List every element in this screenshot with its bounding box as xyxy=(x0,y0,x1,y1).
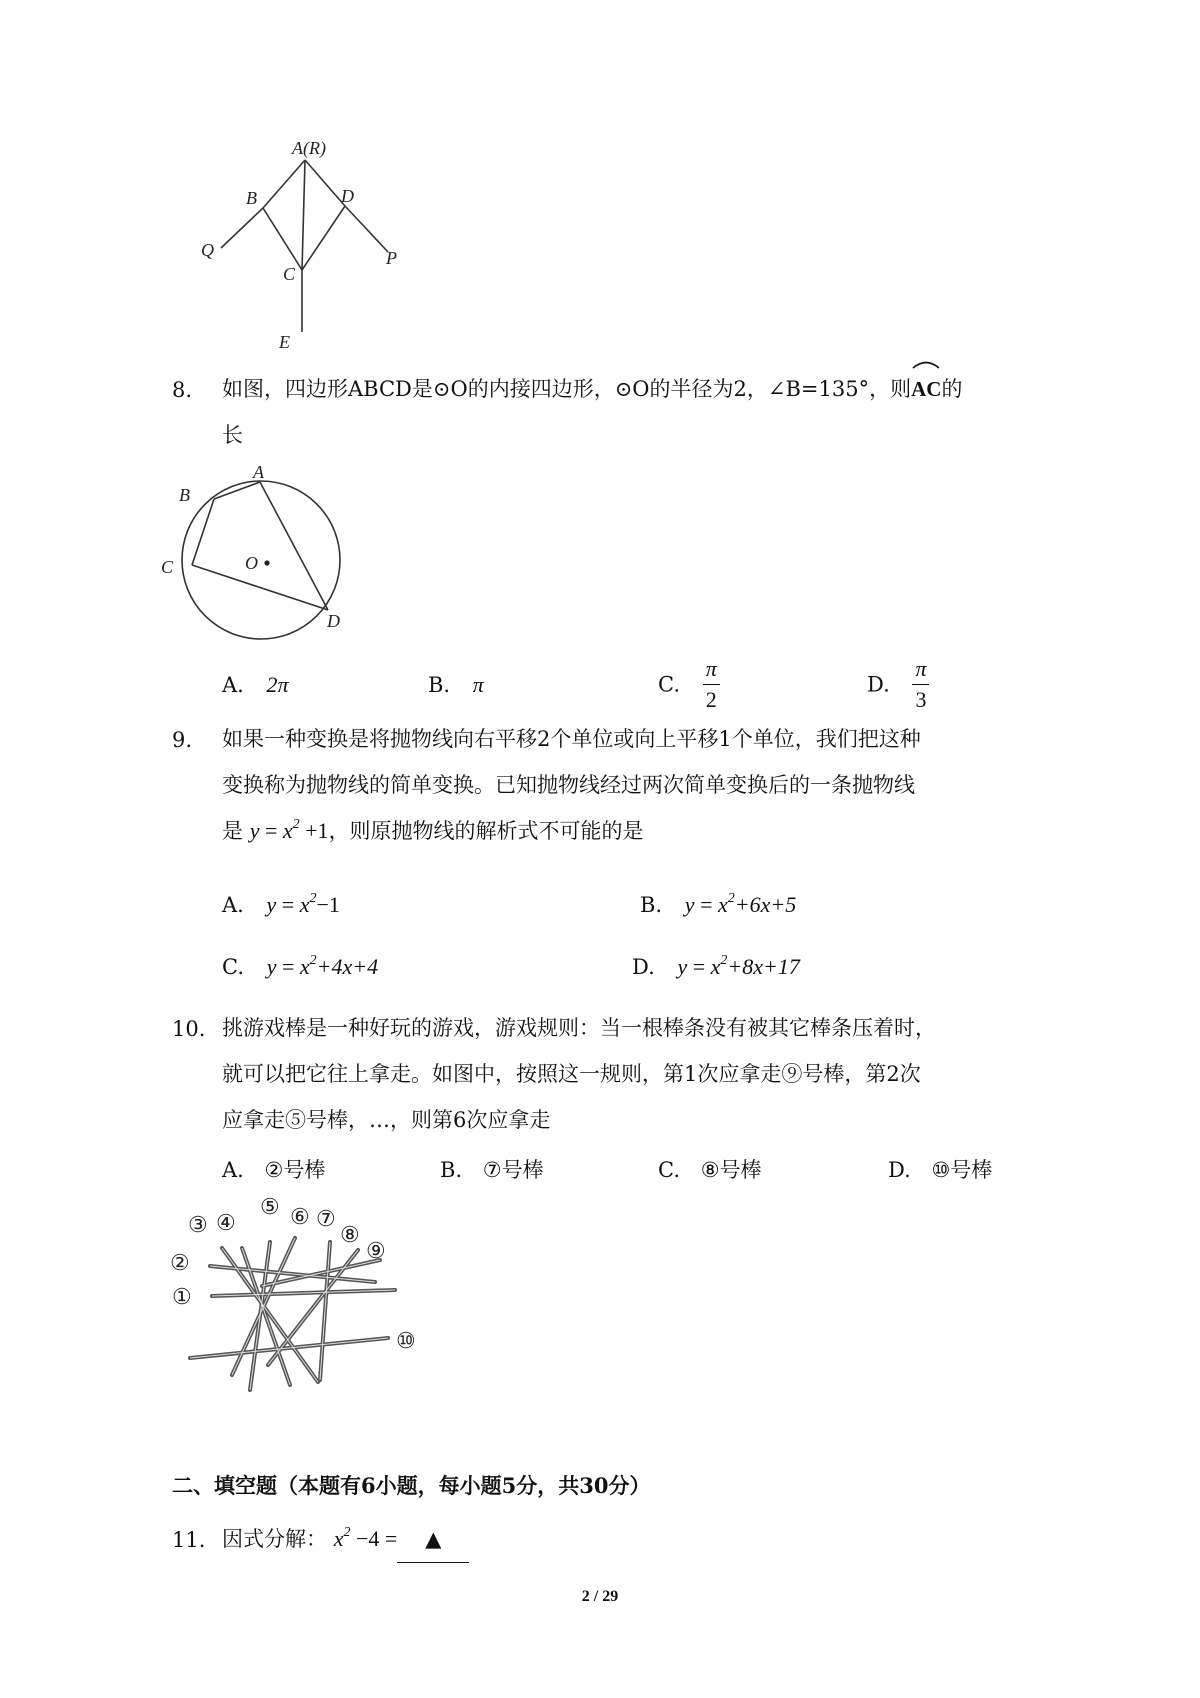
ray-bq xyxy=(221,208,263,248)
q8-option-d[interactable] xyxy=(867,656,929,713)
option-letter: A. xyxy=(222,893,244,917)
label-b: B xyxy=(246,188,257,208)
fraction-denominator: 2 xyxy=(705,687,717,712)
label-e: E xyxy=(279,332,290,352)
q10-option-a[interactable] xyxy=(222,1154,325,1184)
option-letter: B. xyxy=(640,893,663,917)
option-letter: A. xyxy=(222,1158,244,1182)
q9-option-a[interactable] xyxy=(222,892,340,918)
section-title: 二、填空题（本题有6小题，每小题5分，共30分） xyxy=(172,1473,651,1498)
label-b: B xyxy=(179,485,190,505)
option-letter: A. xyxy=(222,673,244,697)
option-expression: $y = x^2+8x+17$ xyxy=(677,953,800,979)
q9-equation: $y = x^2 +1$ xyxy=(249,817,329,843)
line-ad xyxy=(305,160,345,206)
label-a: A xyxy=(253,462,264,482)
stick-label-8: ⑧ xyxy=(340,1222,360,1247)
q10-option-c[interactable] xyxy=(658,1154,762,1184)
line-bc xyxy=(263,208,302,270)
q9-option-d[interactable] xyxy=(632,954,800,980)
arc-ac xyxy=(911,366,941,412)
q8-text xyxy=(222,366,1042,458)
option-letter: D. xyxy=(867,672,890,697)
answer-blank[interactable] xyxy=(397,1516,469,1563)
figure-q10-sticks xyxy=(170,1190,430,1410)
stick-label-6: ⑥ xyxy=(290,1204,310,1229)
q10-line-1: 挑游戏棒是一种好玩的游戏，游戏规则：当一根棒条没有被其它棒条压着时， xyxy=(222,1016,936,1040)
option-expression: $y = x^2+6x+5$ xyxy=(684,891,797,917)
option-value: 2π xyxy=(266,672,289,697)
option-value: ⑩号棒 xyxy=(931,1158,993,1182)
option-letter: C. xyxy=(658,672,680,697)
chord-bc xyxy=(192,499,214,565)
option-rhs: +6x+5 xyxy=(734,892,797,917)
q11-text xyxy=(222,1516,469,1566)
label-d: D xyxy=(327,611,340,631)
line-ab xyxy=(263,160,305,208)
label-c: C xyxy=(283,264,296,284)
q8-option-b[interactable] xyxy=(428,672,484,698)
fraction-numerator: π xyxy=(703,656,720,685)
stick-label-1: ① xyxy=(172,1284,192,1309)
q10-line-3: 应拿走⑤号棒，…，则第6次应拿走 xyxy=(222,1108,551,1132)
q11-expression: $x^2 -4$ = xyxy=(333,1525,398,1551)
line-dc xyxy=(302,206,345,270)
fraction-numerator: π xyxy=(912,656,929,685)
q8-number: 8. xyxy=(172,378,193,402)
q8-option-c[interactable] xyxy=(658,656,720,713)
fraction-denominator: 3 xyxy=(915,687,927,712)
arc-icon xyxy=(911,359,941,369)
q9-option-b[interactable] xyxy=(640,892,796,918)
option-fraction xyxy=(703,656,720,713)
line-ac xyxy=(302,160,305,270)
option-value: π xyxy=(472,672,484,697)
stick-label-5: ⑤ xyxy=(260,1194,280,1219)
option-letter: C. xyxy=(658,1158,680,1182)
option-value: ⑦号棒 xyxy=(482,1158,544,1182)
q9-number: 9. xyxy=(172,728,193,752)
option-value: ②号棒 xyxy=(264,1158,326,1182)
label-a: A(R) xyxy=(292,138,326,158)
option-value: ⑧号棒 xyxy=(700,1158,762,1182)
q9-option-c[interactable] xyxy=(222,954,378,980)
q9-text xyxy=(222,716,1042,858)
q10-text xyxy=(222,1005,1052,1143)
label-p: P xyxy=(386,248,397,268)
q8-text-post: 的 xyxy=(941,377,963,401)
option-rhs: +4x+4 xyxy=(316,954,379,979)
option-rhs: +8x+17 xyxy=(727,954,800,979)
q9-line-3-pre: 是 xyxy=(222,819,243,843)
option-rhs: −1 xyxy=(316,892,340,917)
option-letter: D. xyxy=(632,955,655,979)
figure-q7 xyxy=(195,140,425,350)
stick-label-2: ② xyxy=(170,1250,190,1275)
q8-option-a[interactable] xyxy=(222,672,289,698)
stick-label-10: ⑩ xyxy=(396,1328,416,1353)
option-letter: D. xyxy=(888,1158,911,1182)
option-expression: $y = x^2+4x+4$ xyxy=(266,953,379,979)
label-d: D xyxy=(341,186,354,206)
option-letter: B. xyxy=(440,1158,463,1182)
q11-number: 11. xyxy=(172,1528,206,1552)
center-dot xyxy=(264,560,269,565)
stick-label-9: ⑨ xyxy=(366,1238,386,1263)
q10-number: 10. xyxy=(172,1017,206,1041)
page-number: 2 / 29 xyxy=(581,1588,619,1605)
option-letter: B. xyxy=(428,673,451,697)
figure-q8 xyxy=(161,462,355,645)
answer-mark-icon: ▲ xyxy=(425,1527,442,1551)
label-q: Q xyxy=(201,240,214,260)
q11-prompt: 因式分解： xyxy=(222,1527,327,1551)
option-fraction xyxy=(912,656,929,713)
stick-label-7: ⑦ xyxy=(316,1206,336,1231)
q8-text-line2: 长 xyxy=(222,423,243,447)
arc-label: AC xyxy=(911,377,942,401)
label-c: C xyxy=(161,557,174,577)
q9-line-3-post: ，则原抛物线的解析式不可能的是 xyxy=(328,819,644,843)
circle-o xyxy=(182,481,340,639)
ray-dp xyxy=(345,206,388,252)
q8-text-main: 如图，四边形ABCD是⊙O的内接四边形，⊙O的半径为2，∠B=135°，则 xyxy=(222,377,912,401)
q9-line-3 xyxy=(222,808,1042,858)
q10-option-b[interactable] xyxy=(440,1154,544,1184)
q10-option-d[interactable] xyxy=(888,1154,992,1184)
option-letter: C. xyxy=(222,955,244,979)
stick-label-3: ③ xyxy=(188,1212,208,1237)
label-o: O xyxy=(245,553,258,573)
option-expression: $y = x^2-1$ xyxy=(266,891,340,917)
stick-label-4: ④ xyxy=(216,1210,236,1235)
q9-line-2: 变换称为抛物线的简单变换。已知抛物线经过两次简单变换后的一条抛物线 xyxy=(222,773,915,797)
q10-line-2: 就可以把它往上拿走。如图中，按照这一规则，第1次应拿走⑨号棒，第2次 xyxy=(222,1062,921,1086)
q9-line-1: 如果一种变换是将抛物线向右平移2个单位或向上平移1个单位，我们把这种 xyxy=(222,727,921,751)
